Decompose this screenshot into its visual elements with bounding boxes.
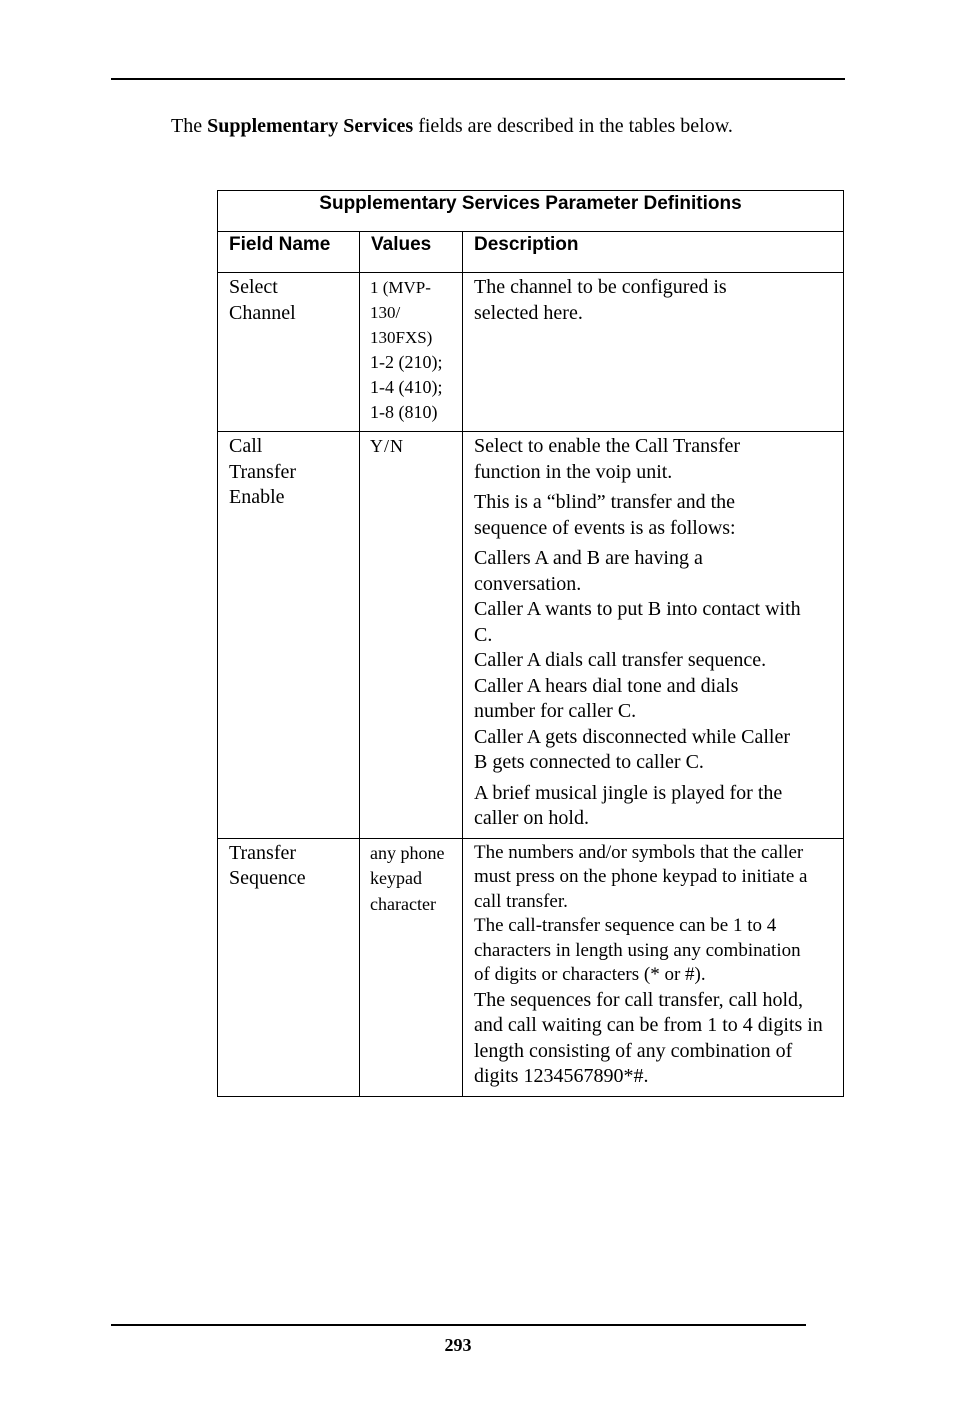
field-name-cell xyxy=(218,838,360,1096)
description-paragraph: Caller A dials call transfer sequence. xyxy=(474,649,767,671)
table-caption-row xyxy=(218,191,844,232)
description-paragraph: The call-transfer sequence can be 1 to 4 characters in length using any combination of digits or characters (* or #). xyxy=(474,915,801,985)
values-cell xyxy=(360,838,463,1096)
description-paragraph: Caller A wants to put B into contact with C. xyxy=(474,598,801,646)
field-name: Transfer Sequence xyxy=(229,841,306,889)
field-name: Select Channel xyxy=(229,276,296,324)
description-paragraph: The channel to be configured is selected here. xyxy=(474,276,727,324)
description-cell xyxy=(463,432,844,839)
table-row xyxy=(218,432,844,839)
description-paragraph: The sequences for call transfer, call hold, and call waiting can be from 1 to 4 digits in length consisting of any combination of digits 1234567890*#. xyxy=(474,988,823,1087)
values-cell xyxy=(360,432,463,839)
header-rule xyxy=(111,78,845,80)
parameter-table xyxy=(217,190,844,1097)
field-name: Call Transfer Enable xyxy=(229,435,297,508)
intro-bold-term: Supplementary Services xyxy=(207,115,414,137)
page-number: 293 xyxy=(444,1335,472,1355)
field-name-cell xyxy=(218,273,360,432)
description-cell xyxy=(463,273,844,432)
value-text: Y/N xyxy=(370,436,404,456)
value-text: 1 (MVP-130/ 130FXS) xyxy=(370,278,433,347)
table-row xyxy=(218,273,844,432)
table-header-row xyxy=(218,232,844,273)
description-paragraph: Callers A and B are having a conversation. xyxy=(474,547,703,595)
table-caption: Supplementary Services Parameter Definitions xyxy=(218,191,844,232)
header-values: Values xyxy=(360,232,463,273)
description-paragraph: This is a “blind” transfer and the sequence of events is as follows: xyxy=(474,491,736,539)
intro-prefix: The xyxy=(171,115,208,137)
description-paragraph: The numbers and/or symbols that the caller must press on the phone keypad to initiate a call transfer. xyxy=(474,841,808,912)
description-paragraph: Caller A hears dial tone and dials number for caller C. xyxy=(474,674,739,722)
value-text: 1-2 (210); 1-4 (410); 1-8 (810) xyxy=(370,352,443,422)
description-paragraph: Select to enable the Call Transfer function in the voip unit. xyxy=(474,435,741,483)
header-field-name: Field Name xyxy=(218,232,360,273)
value-text: any phone keypad character xyxy=(370,842,445,914)
table-row xyxy=(218,838,844,1096)
description-paragraph: A brief musical jingle is played for the caller on hold. xyxy=(474,781,783,829)
footer-rule xyxy=(111,1324,806,1326)
header-description: Description xyxy=(463,232,844,273)
values-cell xyxy=(360,273,463,432)
intro-paragraph xyxy=(171,113,733,139)
description-cell xyxy=(463,838,844,1096)
intro-suffix: fields are described in the tables below. xyxy=(413,115,733,137)
field-name-cell xyxy=(218,432,360,839)
description-paragraph: Caller A gets disconnected while Caller B gets connected to caller C. xyxy=(474,725,791,773)
